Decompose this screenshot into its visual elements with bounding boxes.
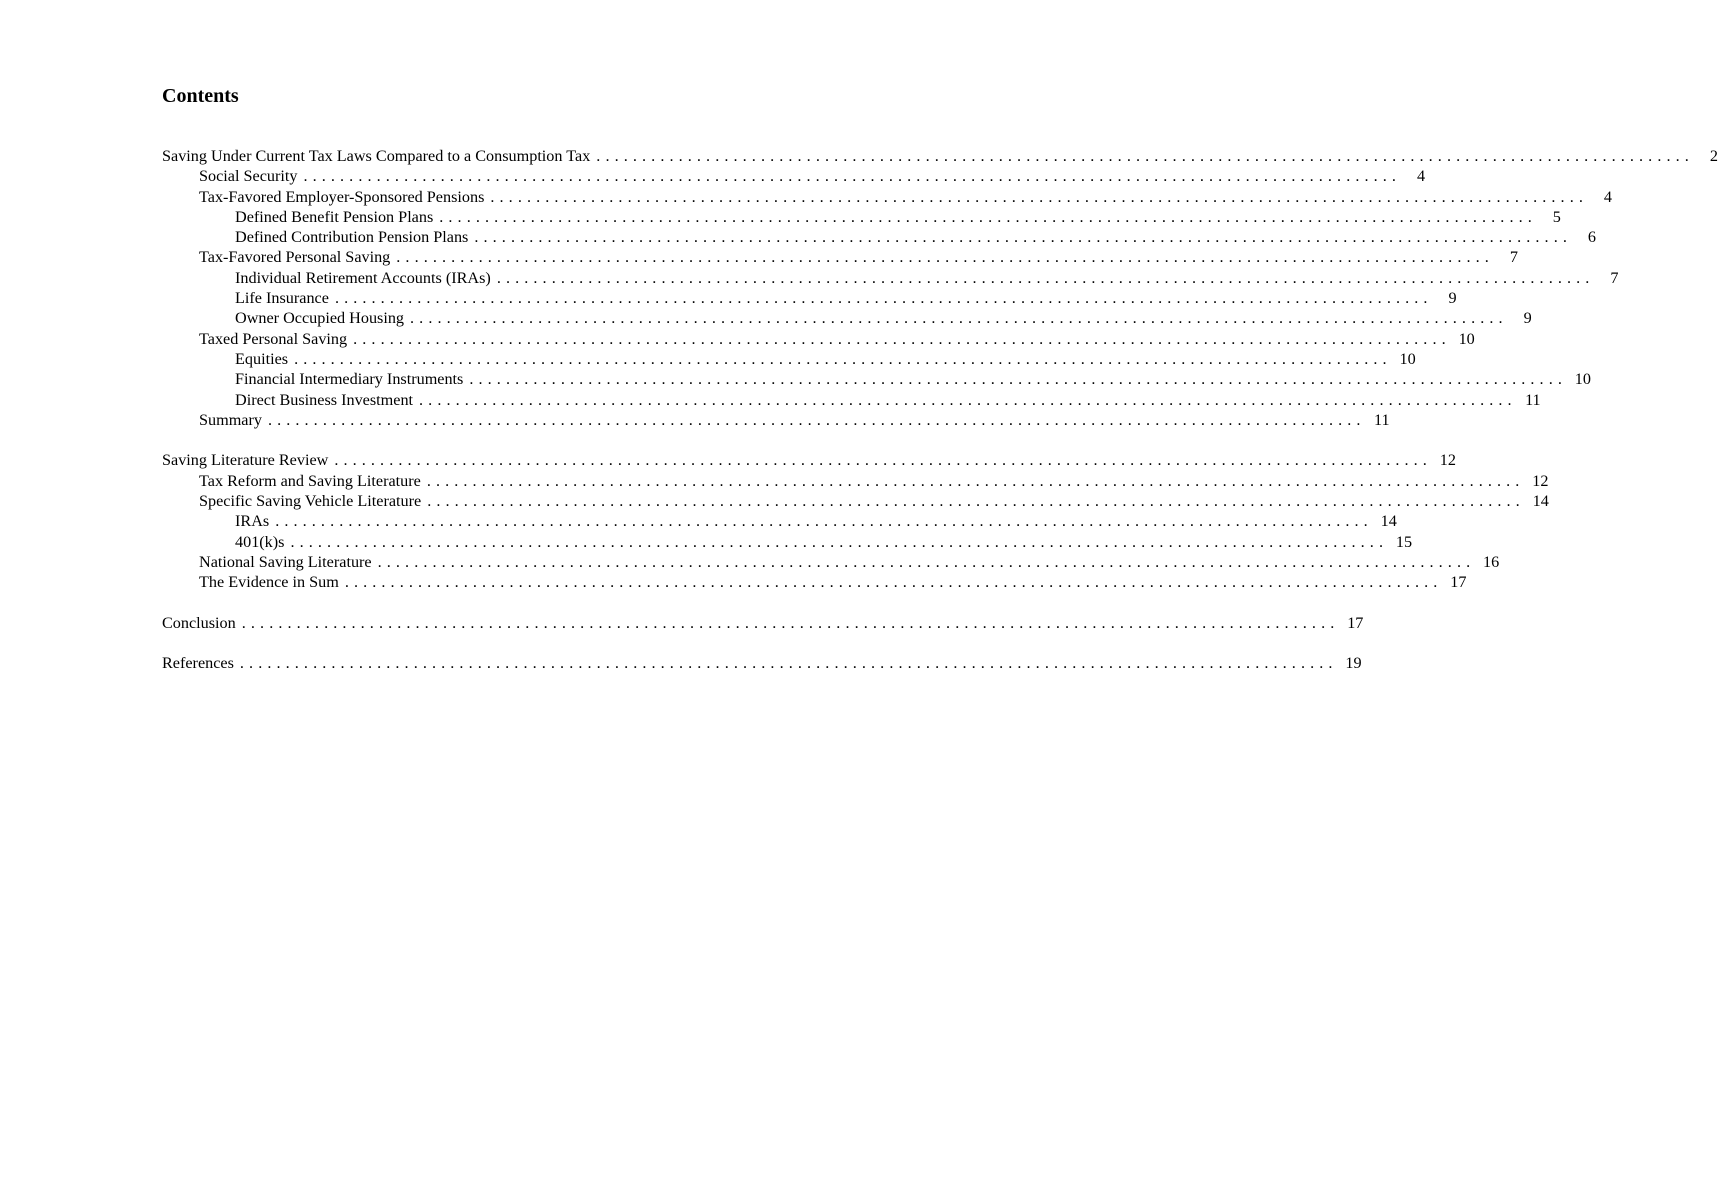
toc-entry-title: Owner Occupied Housing: [235, 309, 405, 328]
toc-entry-title: Direct Business Investment: [235, 390, 414, 409]
toc-entry[interactable]: [162, 552, 1500, 572]
toc-entry[interactable]: [162, 227, 1596, 247]
toc-page-number: 7: [1509, 248, 1518, 267]
toc-dot-leader: ........................................................................................................................: [294, 349, 1392, 368]
toc-entry[interactable]: [162, 288, 1457, 308]
toc-entry[interactable]: [162, 268, 1619, 288]
toc-entry-title: Specific Saving Vehicle Literature: [199, 492, 422, 511]
toc-entry[interactable]: [162, 146, 1718, 166]
toc-page-number: 11: [1525, 390, 1541, 409]
toc-entry[interactable]: [162, 329, 1475, 349]
toc-entry[interactable]: [162, 369, 1591, 389]
toc-page-number: 5: [1552, 207, 1561, 226]
toc-entry-title: Conclusion: [162, 613, 236, 632]
toc-dot-leader: ........................................................................................................................: [267, 410, 1366, 429]
toc-dot-leader: ........................................................................................................................: [469, 370, 1567, 389]
toc-entry-title: References: [162, 654, 234, 673]
toc-entry[interactable]: [162, 390, 1541, 410]
toc-entry-title: 401(k)s: [235, 532, 285, 551]
toc-page-number: 14: [1532, 492, 1549, 511]
toc-page-number: 4: [1416, 167, 1426, 186]
toc-entry-title: IRAs: [235, 512, 270, 531]
toc-entry-title: National Saving Literature: [199, 552, 372, 571]
toc-entry-title: Taxed Personal Saving: [199, 329, 348, 348]
page-title: Contents: [162, 85, 239, 107]
toc-entry[interactable]: [162, 207, 1561, 227]
toc-page-number: 14: [1380, 512, 1397, 531]
toc-dot-leader: ........................................................................................................................: [419, 390, 1517, 409]
toc-entry-title: Tax-Favored Personal Saving: [199, 248, 391, 267]
table-of-contents: [162, 146, 1718, 674]
toc-dot-leader: ........................................................................................................................: [427, 492, 1525, 511]
toc-entry[interactable]: [162, 349, 1416, 369]
toc-entry-title: Equities: [235, 349, 289, 368]
toc-dot-leader: ........................................................................................................................: [490, 187, 1588, 206]
toc-page-number: 6: [1587, 228, 1596, 247]
toc-entry-title: Summary: [199, 410, 262, 429]
toc-page-number: 17: [1347, 613, 1364, 632]
toc-page-number: 11: [1373, 410, 1390, 429]
toc-dot-leader: ........................................................................................................................: [303, 167, 1402, 186]
toc-entry[interactable]: [162, 511, 1397, 531]
toc-entry-title: Financial Intermediary Instruments: [235, 370, 464, 389]
toc-entry-title: Defined Contribution Pension Plans: [235, 228, 469, 247]
toc-dot-leader: ........................................................................................................................: [377, 552, 1476, 571]
toc-dot-leader: ........................................................................................................................: [334, 289, 1433, 308]
toc-dot-leader: ........................................................................................................................: [344, 573, 1443, 592]
toc-entry[interactable]: [162, 410, 1390, 430]
toc-entry-title: Defined Benefit Pension Plans: [235, 207, 434, 226]
toc-entry[interactable]: [162, 166, 1426, 186]
toc-dot-leader: ........................................................................................................................: [239, 654, 1338, 673]
toc-page-number: 15: [1395, 532, 1413, 551]
toc-entry[interactable]: [162, 491, 1549, 511]
toc-page-number: 10: [1574, 370, 1591, 389]
toc-dot-leader: ........................................................................................................................: [396, 248, 1494, 267]
toc-page-number: 17: [1450, 573, 1467, 592]
toc-dot-leader: ........................................................................................................................: [290, 532, 1389, 551]
toc-dot-leader: ........................................................................................................................: [275, 512, 1373, 531]
toc-page-number: 9: [1523, 309, 1532, 328]
toc-page-number: 12: [1532, 471, 1549, 490]
toc-dot-leader: ........................................................................................................................: [410, 309, 1508, 328]
toc-entry-title: Saving Literature Review: [162, 451, 329, 470]
toc-dot-leader: ........................................................................................................................: [439, 207, 1537, 226]
toc-entry[interactable]: [162, 247, 1518, 267]
toc-entry-title: Life Insurance: [235, 289, 329, 308]
toc-dot-leader: ........................................................................................................................: [241, 613, 1340, 632]
toc-dot-leader: ........................................................................................................................: [353, 329, 1451, 348]
toc-entry-title: Social Security: [199, 167, 298, 186]
toc-dot-leader: ........................................................................................................................: [334, 451, 1432, 470]
toc-entry[interactable]: [162, 187, 1612, 207]
toc-dot-leader: ........................................................................................................................: [426, 471, 1525, 490]
toc-entry-title: Saving Under Current Tax Laws Compared to a Consumption Tax: [162, 147, 591, 165]
toc-entry-title: Tax-Favored Employer-Sponsored Pensions: [199, 187, 485, 206]
toc-dot-leader: ........................................................................................................................: [474, 228, 1572, 247]
toc-page-number: 9: [1448, 289, 1457, 308]
toc-entry[interactable]: [162, 308, 1532, 328]
toc-dot-leader: ........................................................................................................................: [496, 268, 1595, 287]
toc-page-number: 19: [1345, 654, 1362, 673]
toc-entry[interactable]: [162, 653, 1362, 673]
toc-entry[interactable]: [162, 613, 1364, 633]
toc-entry-title: The Evidence in Sum: [199, 573, 339, 592]
toc-entry-title: Individual Retirement Accounts (IRAs): [235, 268, 491, 287]
toc-page-number: 4: [1603, 187, 1612, 206]
toc-dot-leader: ........................................................................................................................: [596, 147, 1694, 165]
toc-page-number: 16: [1483, 552, 1500, 571]
toc-page-number: 12: [1439, 451, 1456, 470]
toc-entry[interactable]: [162, 450, 1456, 470]
toc-page-number: 2: [1709, 147, 1718, 165]
toc-page-number: 10: [1399, 349, 1416, 368]
toc-entry[interactable]: [162, 471, 1549, 491]
toc-page-number: 10: [1458, 329, 1475, 348]
toc-page-number: 7: [1610, 268, 1619, 287]
toc-entry-title: Tax Reform and Saving Literature: [199, 471, 421, 490]
toc-entry[interactable]: [162, 532, 1413, 552]
toc-entry[interactable]: [162, 572, 1467, 592]
